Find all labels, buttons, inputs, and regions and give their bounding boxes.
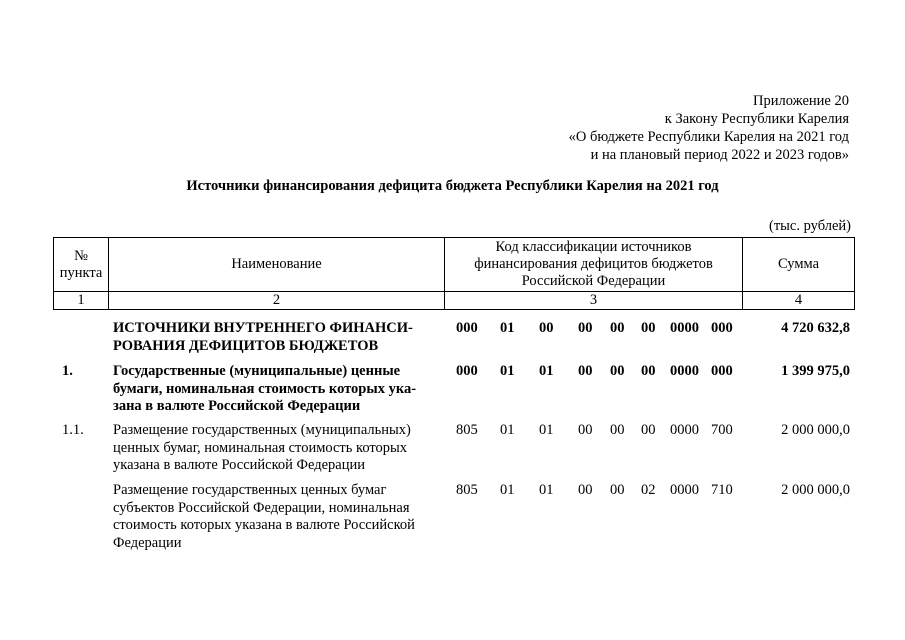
row-name xyxy=(113,422,443,475)
code-part: 00 xyxy=(610,482,625,498)
code-part: 01 xyxy=(500,482,515,498)
header-code-cell xyxy=(445,238,743,292)
header-code-line-3: Российской Федерации xyxy=(521,273,666,289)
code-part: 00 xyxy=(610,422,625,438)
row-sum: 4 720 632,8 xyxy=(781,320,850,336)
header-index-2: 2 xyxy=(109,292,445,310)
header-code-line-1: Код классификации источников xyxy=(495,239,692,255)
code-part: 00 xyxy=(610,320,625,336)
row-sum: 1 399 975,0 xyxy=(781,363,850,379)
document-title: Источники финансирования дефицита бюджета Республики Карелия на 2021 год xyxy=(186,178,719,194)
code-part: 000 xyxy=(456,320,478,336)
row-name-line: ценных бумаг, номинальная стоимость которых xyxy=(113,439,408,456)
header-index-1: 1 xyxy=(54,292,109,310)
row-name-line: ИСТОЧНИКИ ВНУТРЕННЕГО ФИНАНСИ- xyxy=(113,320,413,336)
code-part: 01 xyxy=(539,422,554,438)
code-part: 00 xyxy=(539,320,554,336)
code-part: 000 xyxy=(456,363,478,379)
code-part: 01 xyxy=(500,422,515,438)
header-number-line-1: № xyxy=(74,247,88,264)
row-name-line: зана в валюте Российской Федерации xyxy=(113,398,361,414)
code-part: 0000 xyxy=(670,482,699,498)
row-sum: 2 000 000,0 xyxy=(781,422,850,438)
header-index-4: 4 xyxy=(743,292,855,310)
code-part: 00 xyxy=(641,422,656,438)
appendix-line-1: Приложение 20 xyxy=(753,93,849,109)
row-name-line: субъектов Российской Федерации, номинальная xyxy=(113,499,410,516)
code-part: 0000 xyxy=(670,363,699,379)
header-code-line-2: финансирования дефицитов бюджетов xyxy=(474,256,713,272)
code-part: 805 xyxy=(456,482,478,498)
appendix-line-3: «О бюджете Республики Карелия на 2021 год xyxy=(568,129,849,145)
code-part: 01 xyxy=(539,363,554,379)
code-part: 00 xyxy=(578,422,593,438)
code-part: 00 xyxy=(641,363,656,379)
header-number-cell xyxy=(54,238,109,292)
code-part: 000 xyxy=(711,363,733,379)
table-header xyxy=(53,237,855,310)
code-part: 00 xyxy=(578,320,593,336)
header-number-line-2: пункта xyxy=(59,264,103,281)
code-part: 01 xyxy=(500,363,515,379)
row-number: 1.1. xyxy=(62,422,84,438)
row-name xyxy=(113,363,443,416)
row-name-line: Государственные (муниципальные) ценные xyxy=(113,363,401,379)
row-name-line: указана в валюте Российской Федерации xyxy=(113,457,366,473)
row-name-line: Размещение государственных ценных бумаг xyxy=(113,482,387,498)
code-part: 0000 xyxy=(670,422,699,438)
appendix-line-2: к Закону Республики Карелия xyxy=(664,111,849,127)
row-name-line: Размещение государственных (муниципальных) xyxy=(113,422,411,438)
code-part: 710 xyxy=(711,482,733,498)
row-number: 1. xyxy=(62,363,73,379)
row-name xyxy=(113,482,443,552)
row-sum: 2 000 000,0 xyxy=(781,482,850,498)
row-name-line: РОВАНИЯ ДЕФИЦИТОВ БЮДЖЕТОВ xyxy=(113,337,379,354)
row-name xyxy=(113,320,443,355)
appendix-line-4: и на плановый период 2022 и 2023 годов» xyxy=(590,147,849,163)
code-part: 01 xyxy=(539,482,554,498)
code-part: 00 xyxy=(578,363,593,379)
header-name-cell: Наименование xyxy=(109,238,445,292)
code-part: 02 xyxy=(641,482,656,498)
header-sum-cell: Сумма xyxy=(743,238,855,292)
units-label: (тыс. рублей) xyxy=(769,218,851,234)
row-name-line: бумаги, номинальная стоимость которых ука- xyxy=(113,380,417,397)
code-part: 700 xyxy=(711,422,733,438)
row-name-line: Федерации xyxy=(113,534,182,551)
code-part: 00 xyxy=(610,363,625,379)
code-part: 00 xyxy=(578,482,593,498)
code-part: 00 xyxy=(641,320,656,336)
code-part: 01 xyxy=(500,320,515,336)
code-part: 000 xyxy=(711,320,733,336)
appendix-reference xyxy=(569,92,849,164)
code-part: 805 xyxy=(456,422,478,438)
row-name-line: стоимость которых указана в валюте Российской xyxy=(113,517,415,533)
code-part: 0000 xyxy=(670,320,699,336)
header-index-3: 3 xyxy=(445,292,743,310)
